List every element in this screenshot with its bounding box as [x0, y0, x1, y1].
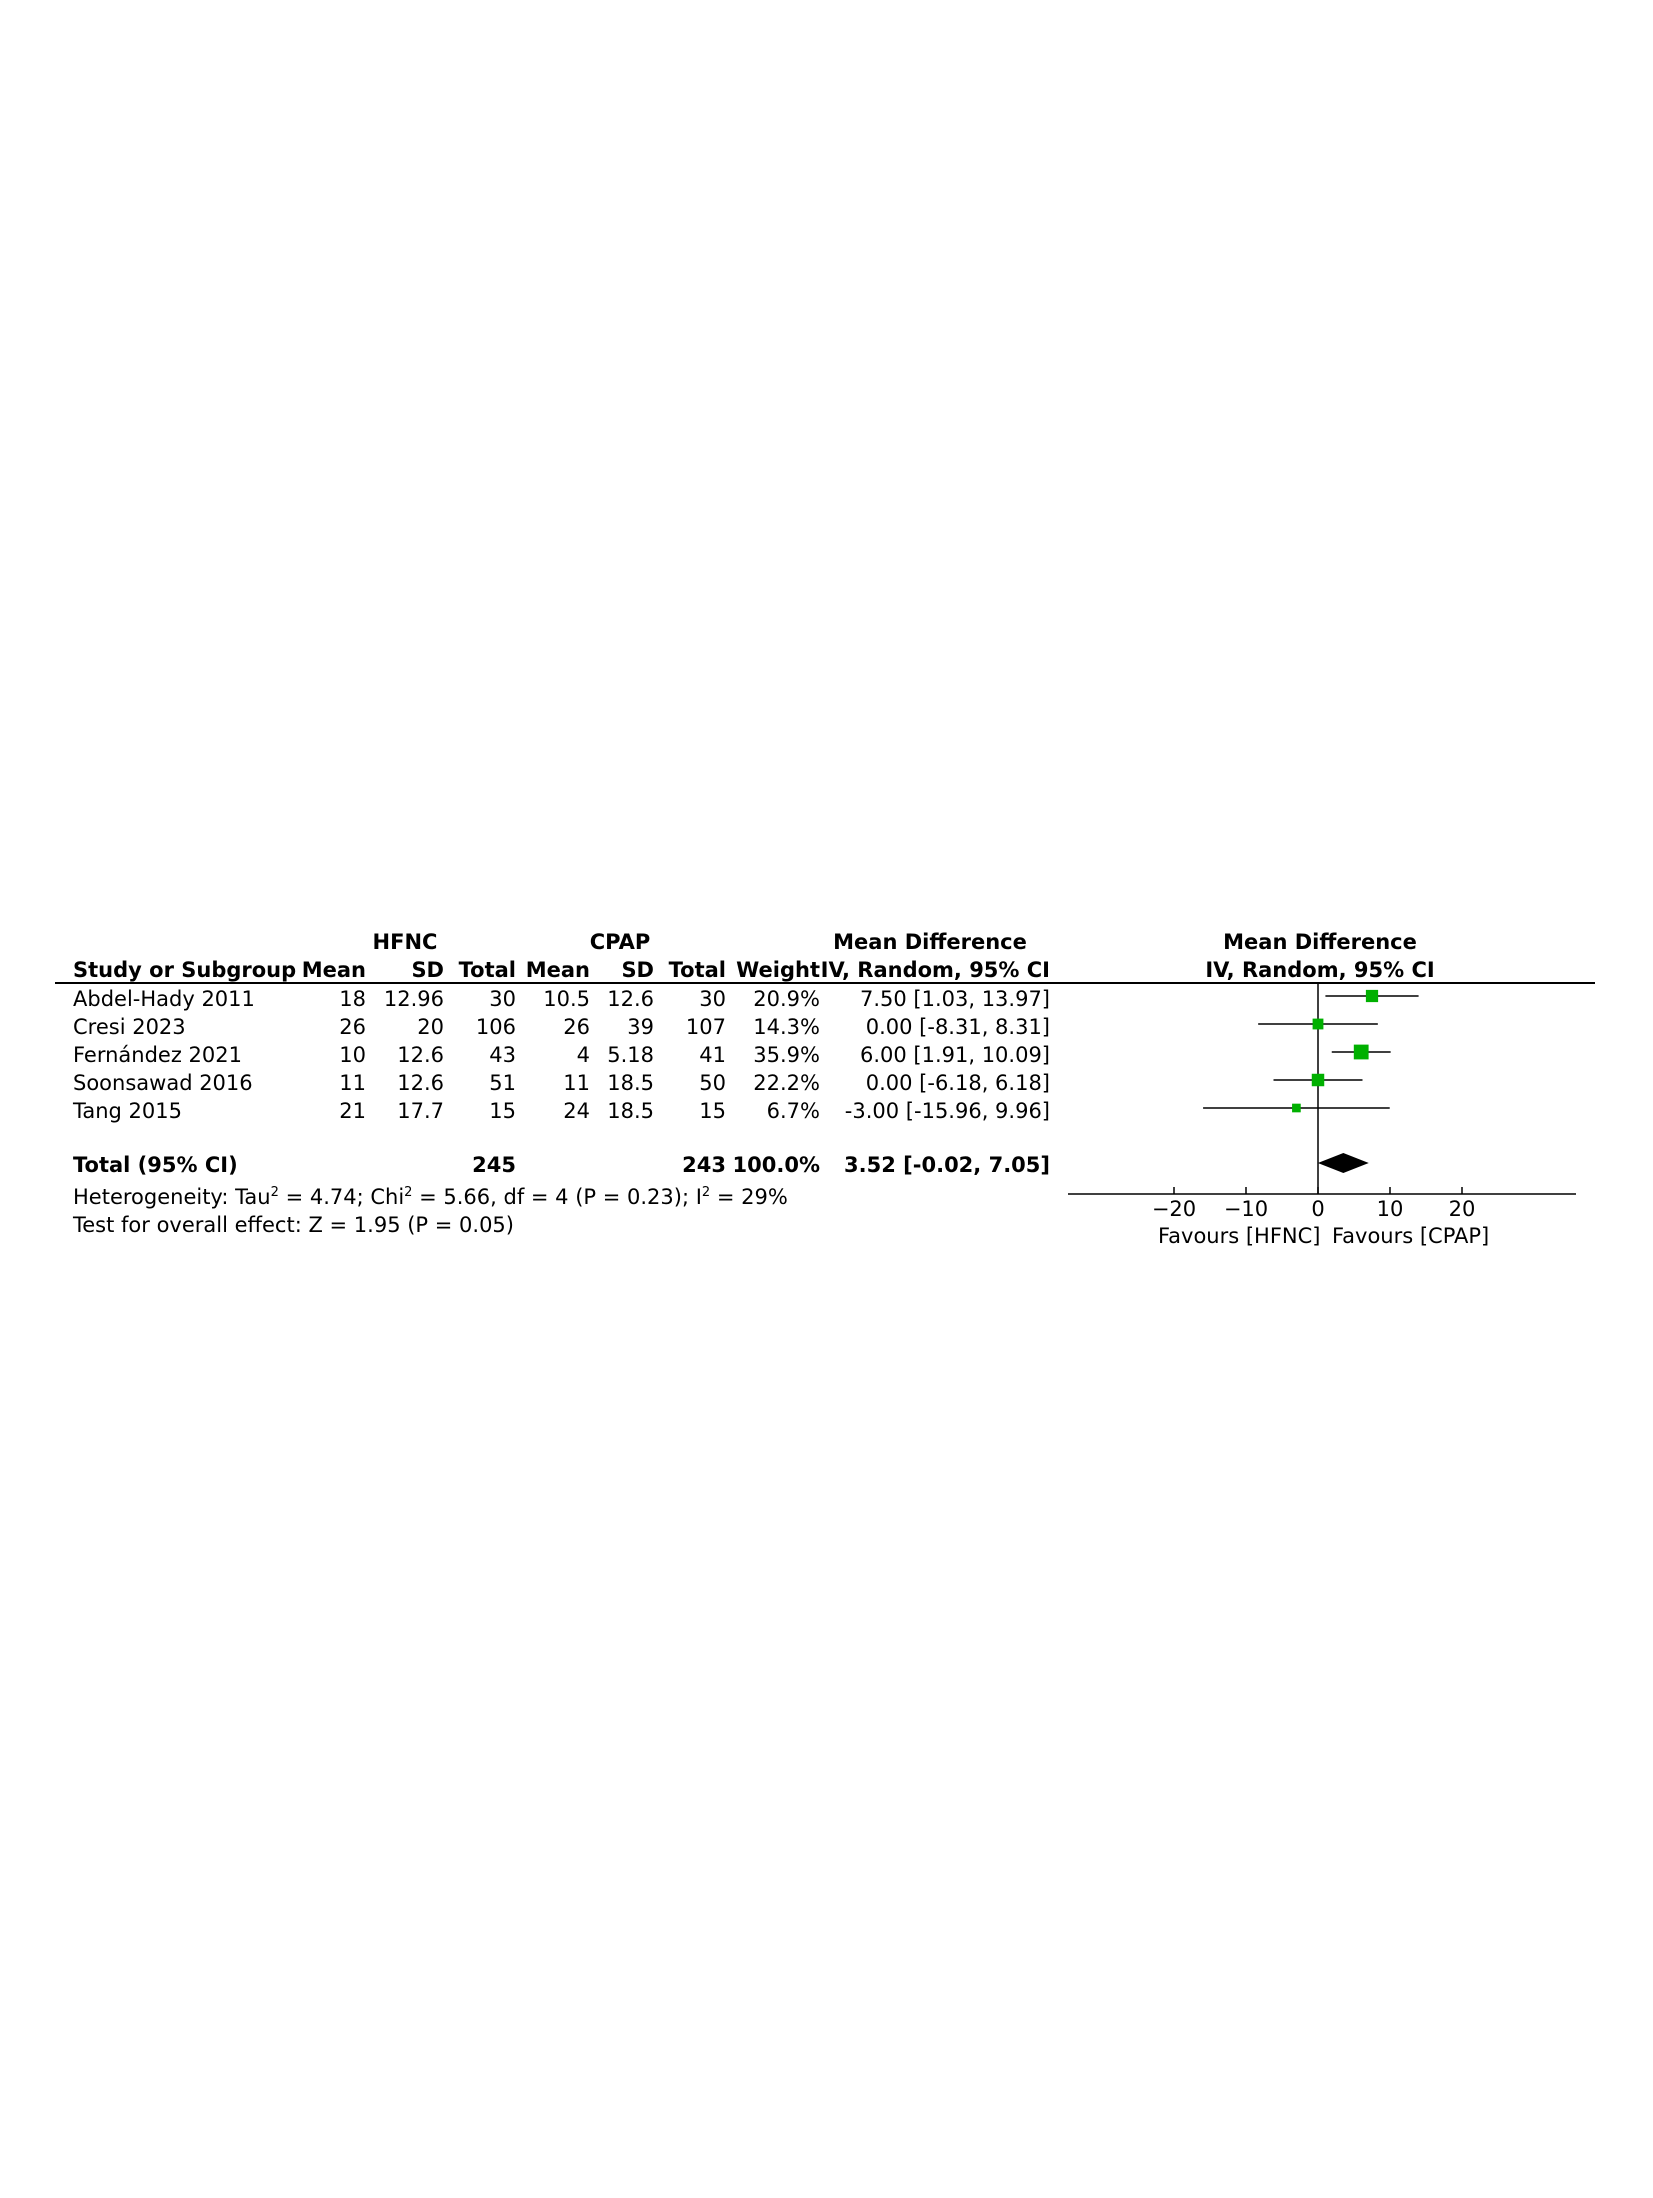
- cpap-sd: 5.18: [607, 1043, 654, 1067]
- hfnc-mean: 21: [339, 1099, 366, 1123]
- hfnc-total: 15: [489, 1099, 516, 1123]
- hfnc-mean: 11: [339, 1071, 366, 1095]
- cpap-sd: 18.5: [607, 1071, 654, 1095]
- cpap-group-header: CPAP: [589, 930, 651, 954]
- study-weight: 14.3%: [753, 1015, 820, 1039]
- study-effect-marker: [1292, 1104, 1301, 1113]
- col-total1-header: Total: [458, 958, 516, 982]
- hfnc-mean: 26: [339, 1015, 366, 1039]
- total-cpap: 243: [682, 1153, 726, 1177]
- cpap-sd: 39: [627, 1015, 654, 1039]
- study-name: Soonsawad 2016: [73, 1071, 253, 1095]
- col-sd2-header: SD: [621, 958, 654, 982]
- col-weight-header: Weight: [736, 958, 820, 982]
- hfnc-sd: 12.6: [397, 1071, 444, 1095]
- hfnc-mean: 10: [339, 1043, 366, 1067]
- study-name: Tang 2015: [73, 1099, 182, 1123]
- study-weight: 22.2%: [753, 1071, 820, 1095]
- cpap-mean: 11: [563, 1071, 590, 1095]
- study-effect-marker: [1312, 1074, 1324, 1086]
- cpap-sd: 18.5: [607, 1099, 654, 1123]
- study-weight: 20.9%: [753, 987, 820, 1011]
- heterogeneity-note: Heterogeneity: Tau$^2$ = 4.74; Chi$^2$ = 5.66, df = 4 (P = 0.23); $I^2 = 29\%$: [73, 1185, 788, 1209]
- cpap-total: 30: [699, 987, 726, 1011]
- cpap-sd: 12.6: [607, 987, 654, 1011]
- favours-right-label: Favours [CPAP]: [1332, 1224, 1490, 1248]
- plot-group-header: Mean Difference: [1223, 930, 1417, 954]
- study-ci: 0.00 [-6.18, 6.18]: [865, 1071, 1050, 1095]
- study-name: Cresi 2023: [73, 1015, 186, 1039]
- total-label: Total (95% CI): [73, 1153, 238, 1177]
- study-ci: -3.00 [-15.96, 9.96]: [844, 1099, 1050, 1123]
- x-tick-label: −20: [1151, 1197, 1197, 1221]
- study-ci: 7.50 [1.03, 13.97]: [859, 987, 1050, 1011]
- cpap-total: 15: [699, 1099, 726, 1123]
- col-md-method-header: IV, Random, 95% CI: [820, 958, 1050, 982]
- cpap-total: 107: [685, 1015, 726, 1039]
- col-total2-header: Total: [668, 958, 726, 982]
- col-sd1-header: SD: [411, 958, 444, 982]
- x-tick-label: −10: [1223, 1197, 1269, 1221]
- hfnc-sd: 17.7: [397, 1099, 444, 1123]
- hfnc-group-header: HFNC: [372, 930, 438, 954]
- hfnc-total: 51: [489, 1071, 516, 1095]
- study-effect-marker: [1366, 990, 1378, 1002]
- hfnc-sd: 12.96: [383, 987, 444, 1011]
- study-effect-marker: [1354, 1045, 1369, 1060]
- cpap-mean: 24: [563, 1099, 590, 1123]
- plot-method-header: IV, Random, 95% CI: [1205, 958, 1435, 982]
- total-ci: 3.52 [-0.02, 7.05]: [844, 1153, 1050, 1177]
- study-ci: 0.00 [-8.31, 8.31]: [865, 1015, 1050, 1039]
- hfnc-total: 30: [489, 987, 516, 1011]
- x-tick-label: 0: [1311, 1197, 1325, 1221]
- hfnc-sd: 12.6: [397, 1043, 444, 1067]
- study-effect-marker: [1313, 1019, 1324, 1030]
- md-group-header: Mean Difference: [833, 930, 1027, 954]
- hfnc-sd: 20: [417, 1015, 444, 1039]
- x-tick-label: 20: [1448, 1197, 1476, 1221]
- pooled-diamond: [1318, 1153, 1369, 1173]
- favours-left-label: Favours [HFNC]: [1158, 1224, 1321, 1248]
- hfnc-total: 106: [475, 1015, 516, 1039]
- cpap-mean: 26: [563, 1015, 590, 1039]
- col-study-header: Study or Subgroup: [73, 958, 297, 982]
- total-weight: 100.0%: [732, 1153, 820, 1177]
- overall-effect-note: Test for overall effect: Z = 1.95 (P = 0.05): [73, 1213, 514, 1237]
- hfnc-total: 43: [489, 1043, 516, 1067]
- cpap-total: 41: [699, 1043, 726, 1067]
- total-hfnc: 245: [472, 1153, 516, 1177]
- study-weight: 6.7%: [766, 1099, 820, 1123]
- cpap-mean: 4: [576, 1043, 590, 1067]
- hfnc-mean: 18: [339, 987, 366, 1011]
- x-tick-label: 10: [1376, 1197, 1404, 1221]
- study-name: Abdel-Hady 2011: [73, 987, 255, 1011]
- col-mean1-header: Mean: [301, 958, 366, 982]
- study-ci: 6.00 [1.91, 10.09]: [859, 1043, 1050, 1067]
- col-mean2-header: Mean: [525, 958, 590, 982]
- cpap-mean: 10.5: [543, 987, 590, 1011]
- study-name: Fernández 2021: [73, 1043, 242, 1067]
- study-weight: 35.9%: [753, 1043, 820, 1067]
- cpap-total: 50: [699, 1071, 726, 1095]
